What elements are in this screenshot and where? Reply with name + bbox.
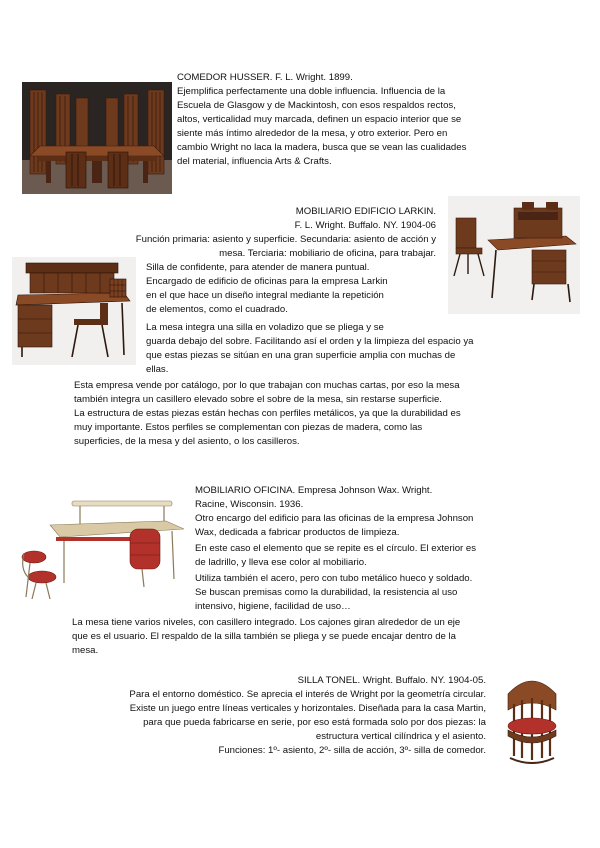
johnson-text-line: Racine, Wisconsin. 1936. xyxy=(195,499,304,510)
tonel-text-line: Existe un juego entre líneas verticales y horizontales. Diseñada para la casa Martin, xyxy=(129,703,486,714)
larkin-desk-photo xyxy=(12,257,136,365)
husser-text-line: altos, verticalidad muy marcada, definen un espacio interior que se xyxy=(177,114,462,125)
husser-text-line: Escuela de Glasgow y de Mackintosh, con esos respaldos rectos, xyxy=(177,100,456,111)
larkin-text-line: en el que hace un diseño integral mediante la repetición xyxy=(146,290,384,301)
larkin-text-line: Esta empresa vende por catálogo, por lo que trabajan con muchas cartas, por eso la mesa xyxy=(74,380,460,391)
larkin-text-line: muy importante. Estos perfiles se complementan con piezas de madera, como las xyxy=(74,422,423,433)
johnson-wax-desk-photo xyxy=(16,497,186,603)
husser-text-line: siente más íntimo alrededor de la mesa, y otro exterior. Pero en xyxy=(177,128,448,139)
johnson-text-line: Otro encargo del edificio para las oficinas de la empresa Johnson xyxy=(195,513,474,524)
larkin-desk-chair-photo xyxy=(448,196,580,314)
husser-dining-photo xyxy=(22,82,172,194)
tonel-title: SILLA TONEL. Wright. Buffalo. NY. 1904-05. xyxy=(297,675,486,686)
johnson-text-line: de ladrillo, y lleva ese color al mobiliario. xyxy=(195,557,367,568)
larkin-text-line: que estas piezas se sitúan en una gran superficie amplia con muchas de xyxy=(146,350,456,361)
barrel-chair-photo xyxy=(500,664,564,770)
tonel-text-line: para que pueda fabricarse en serie, por eso está formada solo por dos piezas: la xyxy=(143,717,486,728)
johnson-title: MOBILIARIO OFICINA. Empresa Johnson Wax. Wright. xyxy=(195,485,433,496)
larkin-title: MOBILIARIO EDIFICIO LARKIN. xyxy=(295,206,436,217)
larkin-text-line: La estructura de estas piezas están hechas con perfiles metálicos, ya que la durabilidad es xyxy=(74,408,461,419)
husser-text-line: del material, influencia Arts & Crafts. xyxy=(177,156,332,167)
husser-text-line: Ejemplifica perfectamente una doble influencia. Influencia de la xyxy=(177,86,446,97)
larkin-text-line: Función primaria: asiento y superficie. Secundaria: asiento de acción y xyxy=(135,234,436,245)
larkin-text-line: Encargado de edificio de oficinas para la empresa Larkin xyxy=(146,276,388,287)
johnson-text-line: mesa. xyxy=(72,645,99,656)
tonel-text-line: Para el entorno doméstico. Se aprecia el interés de Wright por la geometría circular. xyxy=(129,689,486,700)
johnson-text-line: La mesa tiene varios niveles, con casillero integrado. Los cajones giran alrededor de un eje xyxy=(72,617,461,628)
larkin-text-line: guarda debajo del sobre. Facilitando así el orden y la limpieza del espacio ya xyxy=(146,336,474,347)
larkin-text-line: de elementos, como el cuadrado. xyxy=(146,304,288,315)
larkin-text-line: La mesa integra una silla en voladizo que se pliega y se xyxy=(146,322,384,333)
tonel-text-line: estructura vertical cilíndrica y el asiento. xyxy=(315,731,486,742)
johnson-text-line: que es el usuario. El respaldo de la silla también se pliega y se puede encajar dentro de la xyxy=(72,631,456,642)
husser-text-line: cambio Wright no laca la madera, busca que se vean las cualidades xyxy=(177,142,467,153)
larkin-text-line: ellas. xyxy=(146,364,169,375)
larkin-text-line: mesa. Terciaria: mobiliario de oficina, para trabajar. xyxy=(219,248,436,259)
johnson-text-line: Wax, dedicada a fabricar productos de limpieza. xyxy=(195,527,400,538)
johnson-text-line: intensivo, higiene, facilidad de uso… xyxy=(195,601,351,612)
larkin-text-line: F. L. Wright. Buffalo. NY. 1904-06 xyxy=(294,220,436,231)
larkin-text-line: superficies, de la mesa y del asiento, o los casilleros. xyxy=(74,436,300,447)
johnson-text-line: En este caso el elemento que se repite es el círculo. El exterior es xyxy=(195,543,477,554)
larkin-text-line: Silla de confidente, para atender de manera puntual. xyxy=(146,262,370,273)
johnson-text-line: Se buscan premisas como la durabilidad, la resistencia al uso xyxy=(195,587,458,598)
johnson-text-line: Utiliza también el acero, pero con tubo metálico hueco y soldado. xyxy=(195,573,473,584)
larkin-text-line: también integra un casillero elevado sobre el sobre de la mesa, sin restarse superficie. xyxy=(74,394,442,405)
tonel-text-line: Funciones: 1º- asiento, 2º- silla de acción, 3º- silla de comedor. xyxy=(218,745,486,756)
husser-title: COMEDOR HUSSER. F. L. Wright. 1899. xyxy=(177,72,353,83)
